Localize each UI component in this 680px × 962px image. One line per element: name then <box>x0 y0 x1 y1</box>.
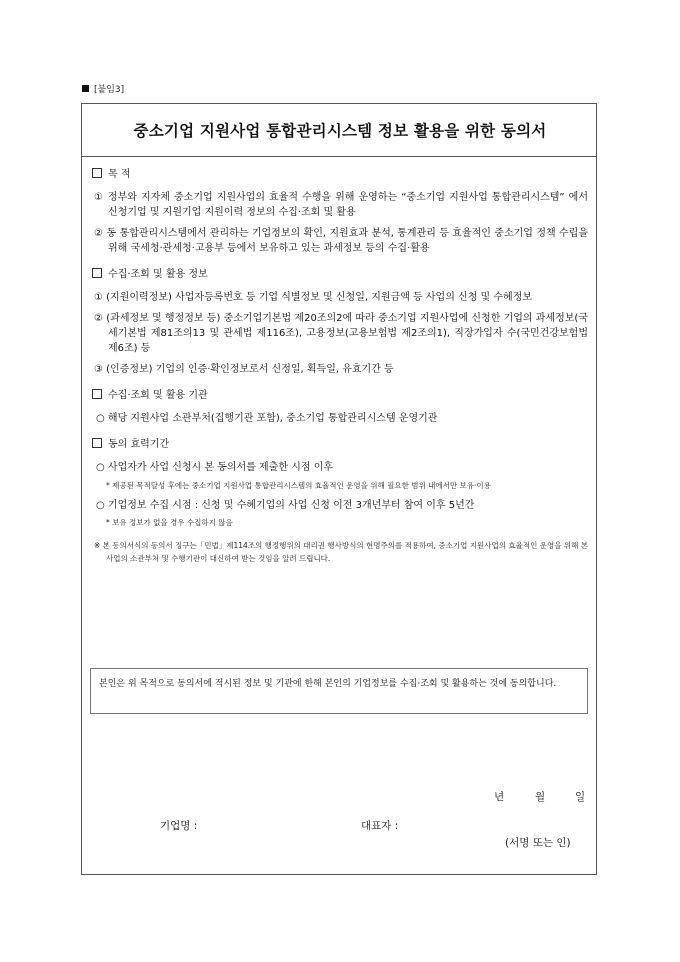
date-month-label: 월 <box>535 791 546 803</box>
period-item-1: ○ 사업자가 사업 신청시 본 동의서를 제출한 시점 이후 <box>96 462 334 473</box>
period-note-2: * 보유 정보가 없을 경우 수집하지 않음 <box>106 518 233 527</box>
consent-box <box>90 668 588 714</box>
info-item-2: ② (과세정보 및 행정정보 등) 중소기업기본법 제20조의2에 따라 중소기업 지원사업에 신청한 기업의 과세정보(국세기본법 제81조의13 및 관세법 제116조), 고용정보(고용보험법 제2조의1), 직장가입자 수(국민건강보험법 제6조) 등 <box>94 313 588 354</box>
square-bullet-icon <box>82 85 89 92</box>
checkbox-square-icon <box>92 389 102 399</box>
period-note-1: * 제공된 목적달성 후에는 중소기업 지원사업 통합관리시스템의 효율적인 운영을 위해 필요한 범위 내에서만 보유·이용 <box>106 481 491 490</box>
purpose-item-2: ② 동 통합관리시스템에서 관리하는 기업정보의 확인, 지원효과 분석, 통계관리 등 효율적인 중소기업 정책 수립을 위해 국세청·관세청·고용부 등에서 보유하고 있는 과세정보 등의 수집·활용 <box>94 228 588 254</box>
checkbox-square-icon <box>92 268 102 278</box>
info-item-1: ① (지원이력정보) 사업자등록번호 등 기업 식별정보 및 신청일, 지원금액 등 사업의 신청 및 수혜정보 <box>94 292 533 303</box>
consent-text: 본인은 위 목적으로 동의서에 적시된 정보 및 기관에 한해 본인의 기업정보를 수집·조회 및 활용하는 것에 동의합니다. <box>99 679 557 689</box>
section-agency-heading: 수집·조회 및 활용 기관 <box>92 389 588 403</box>
company-name-label: 기업명 : <box>160 820 198 832</box>
document-body <box>92 168 588 565</box>
checkbox-square-icon <box>92 168 102 178</box>
date-year-label: 년 <box>494 791 505 803</box>
signature-note: (서명 또는 인) <box>505 837 571 849</box>
section-purpose-heading: 목 적 <box>92 168 588 182</box>
legal-remark: ※ 본 동의서식의 동의서 징구는「민법」제114조의 행정행위의 대리권 행사방식의 현명주의를 적용하여, 중소기업 지원사업의 효율적인 운영을 위해 본 사업의 소관부처 및 수행기관이 대신하여 받는 것임을 알려 드립니다. <box>94 541 588 563</box>
section-period-heading: 동의 효력기간 <box>92 438 588 452</box>
document-title: 중소기업 지원사업 통합관리시스템 정보 활용을 위한 동의서 <box>133 122 547 140</box>
agency-item-1: ○ 해당 지원사업 소관부처(집행기관 포함), 중소기업 통합관리시스템 운영기관 <box>96 413 438 424</box>
section-info-heading: 수집·조회 및 활용 정보 <box>92 268 588 282</box>
info-item-3: ③ (인증정보) 기업의 인증·확인정보로서 신정일, 획득일, 유효기간 등 <box>94 364 394 375</box>
ceo-label: 대표자 : <box>361 820 399 832</box>
attachment-text: [붙임3] <box>94 85 125 95</box>
title-divider <box>81 156 597 157</box>
date-day-label: 일 <box>575 791 586 803</box>
attachment-label <box>82 82 124 95</box>
checkbox-square-icon <box>92 438 102 448</box>
purpose-item-1: ① 정부와 지자체 중소기업 지원사업의 효율적 수행을 위해 운영하는 “중소기업 지원사업 통합관리시스템” 에서 신청기업 및 지원기업 지원이력 정보의 수집·조회 및 활용 <box>94 192 588 218</box>
period-item-2: ○ 기업정보 수집 시점 : 신청 및 수혜기업의 사업 신청 이전 3개년부터 참여 이후 5년간 <box>96 500 475 511</box>
